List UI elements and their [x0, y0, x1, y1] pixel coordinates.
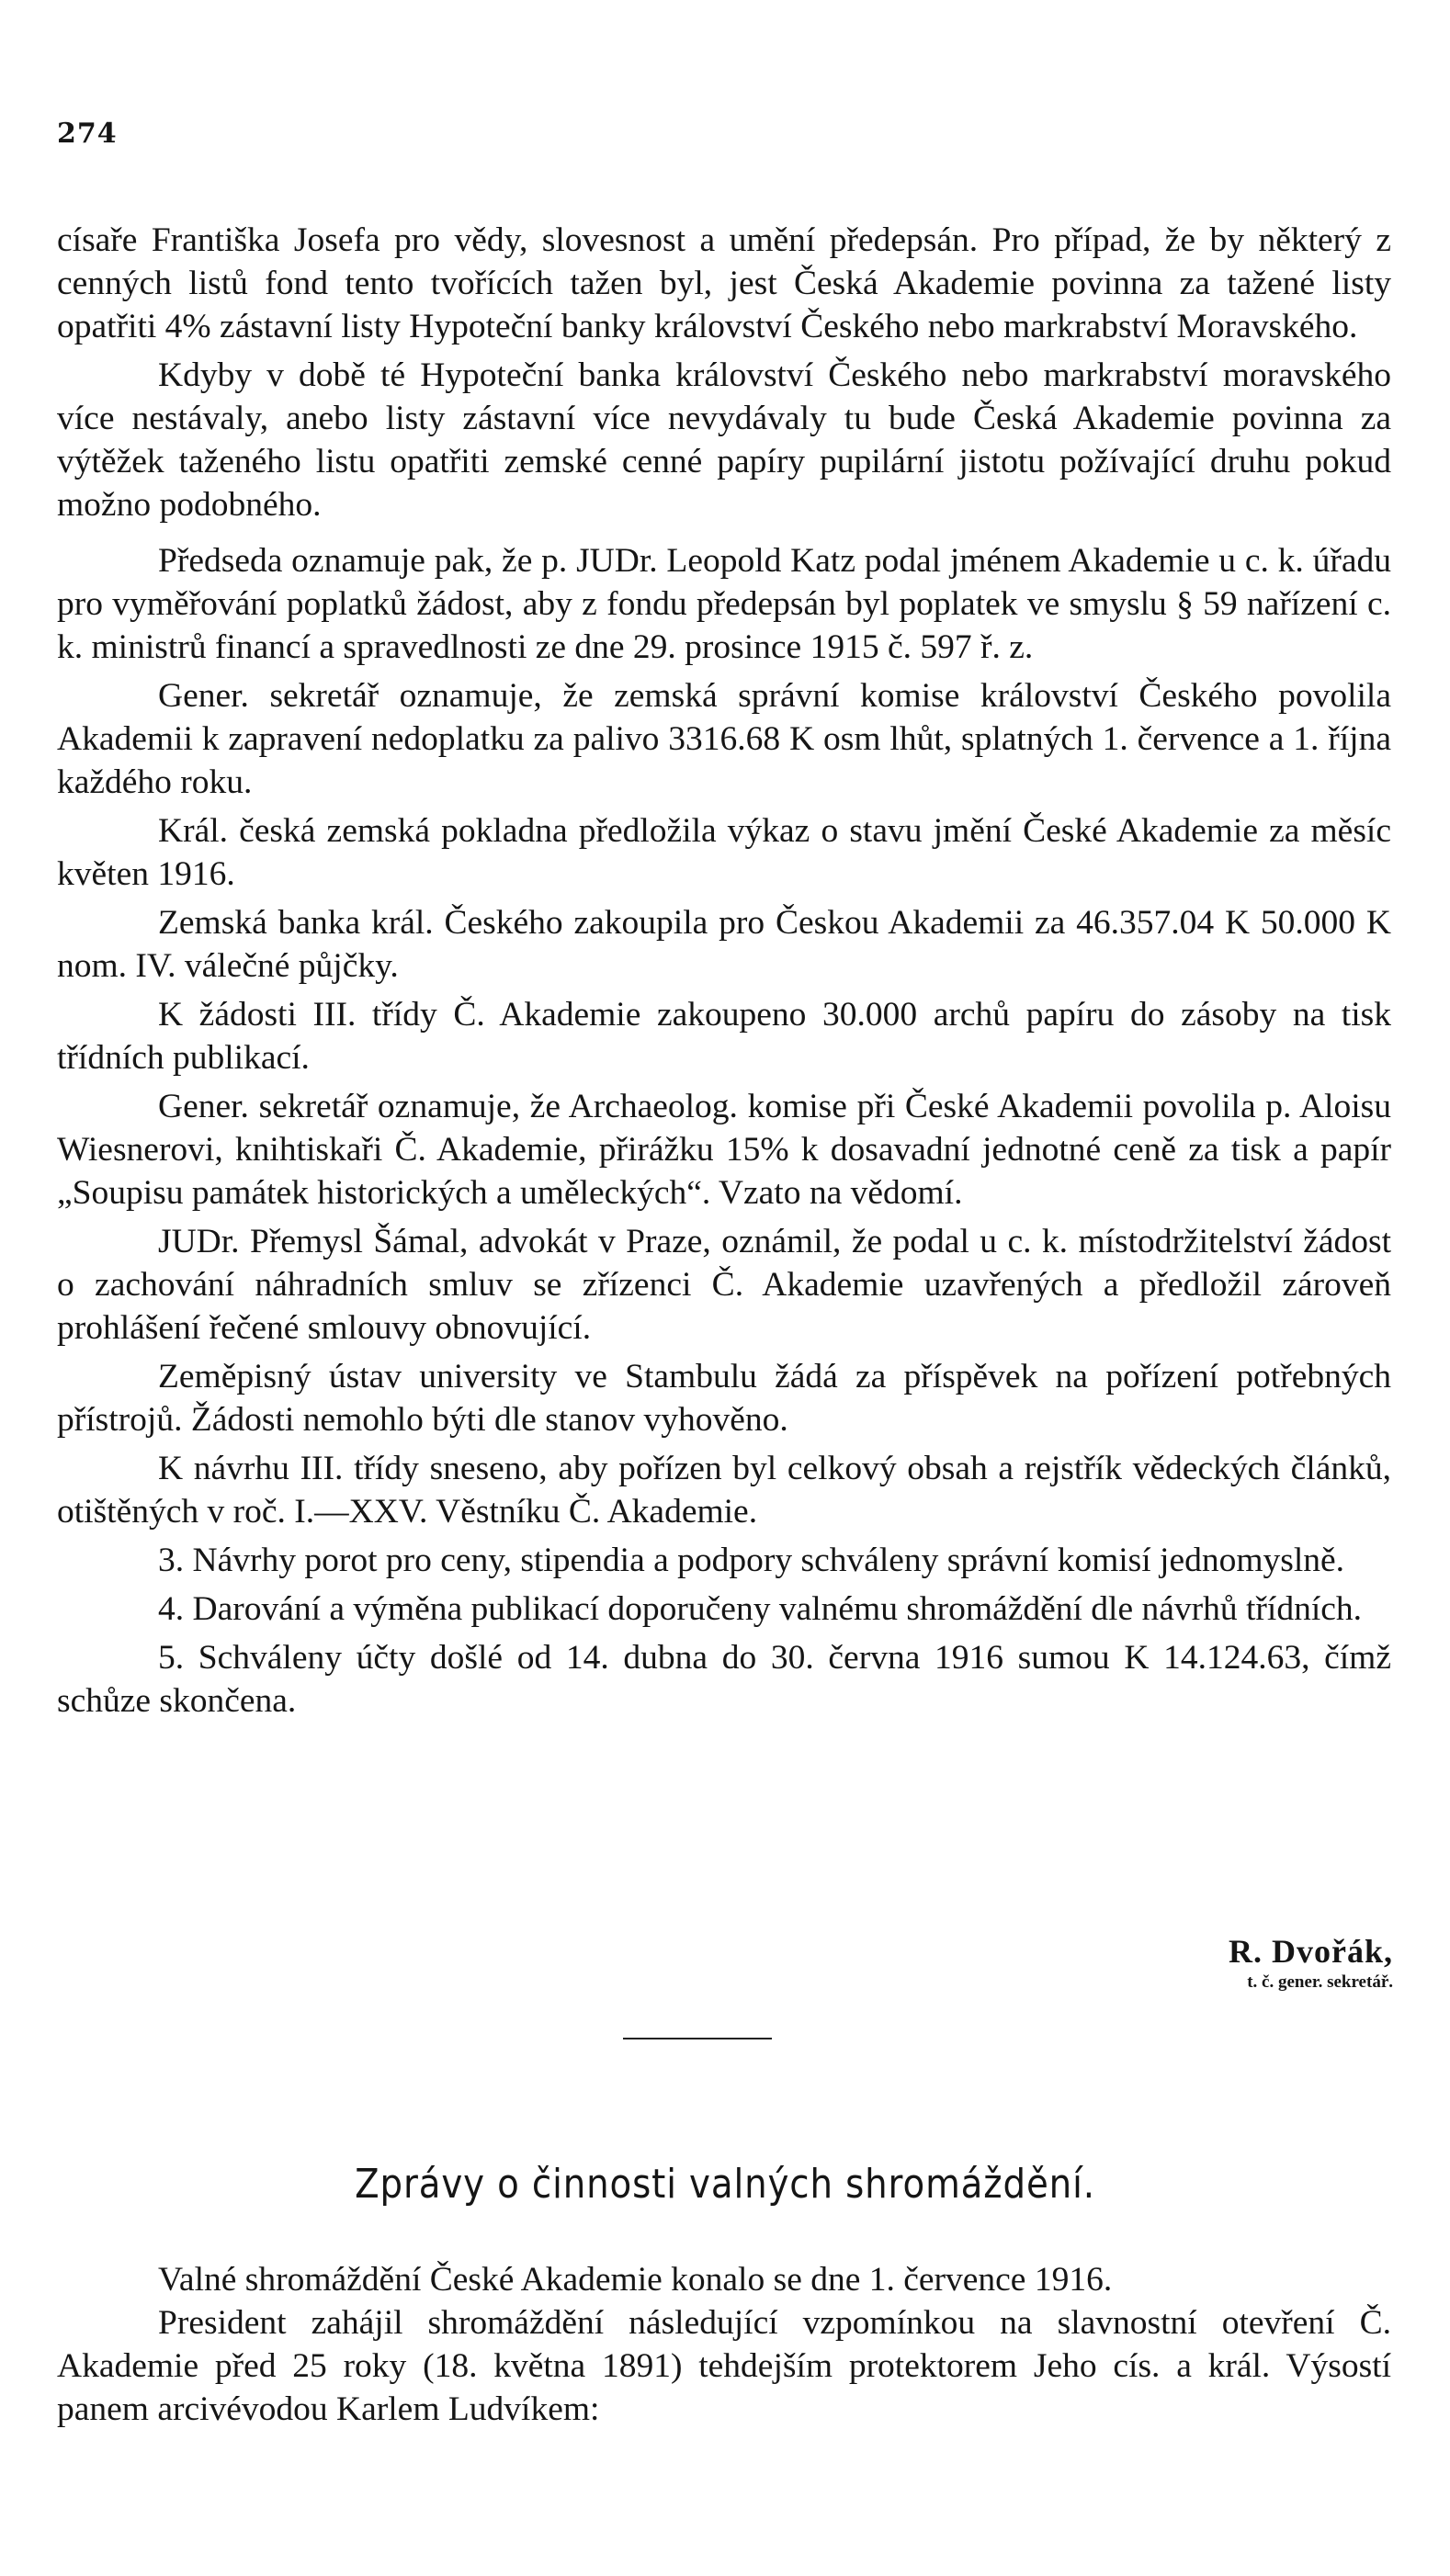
paragraph-mortgage-bank: Kdyby v době té Hypoteční banka království Českého nebo markrabství moravského více nestávaly, anebo listy zástavní více nevydávaly tu bude Česká Akademie povinna za výtěžek taženého listu opatřiti zemské cenné papíry pupilární jistotu požívající druhu pokud možno podobného. [57, 356, 1391, 524]
paragraph-stambul-institute: Zeměpisný ústav university ve Stambulu žádá za příspěvek na pořízení potřebných přístrojů. Žádosti nemohlo býti dle stanov vyhověno. [57, 1358, 1391, 1439]
paragraph-item-3: 3. Návrhy porot pro ceny, stipendia a podpory schváleny správní komisí jednomyslně. [158, 1542, 1345, 1579]
paragraph-fuel-arrears: Gener. sekretář oznamuje, že zemská správní komise království Českého povolila Akademii k zapravení nedoplatku za palivo 3316.68 K osm lhůt, splatných 1. července a 1. října každého roku. [57, 677, 1391, 801]
paragraph-item-5: 5. Schváleny účty došlé od 14. dubna do 30. června 1916 sumou K 14.124.63, čímž schůze skončena. [57, 1639, 1391, 1720]
signature-role: t. č. gener. sekretář. [1247, 1972, 1393, 1992]
paragraph-assembly-date: Valné shromáždění České Akademie konalo se dne 1. července 1916. [158, 2261, 1113, 2299]
signature-block [1229, 1931, 1393, 1994]
paragraph-treasury-statement: Král. česká zemská pokladna předložila výkaz o stavu jmění České Akademie za měsíc květen 1916. [57, 812, 1391, 893]
paragraph-samal-contracts: JUDr. Přemysl Šámal, advokát v Praze, oznámil, že podal u c. k. místodržitelství žádost o zachování náhradních smluv se zřízenci Č. Akademie uzavřených a předložil zároveň prohlášení řečené smlouvy obnovující. [57, 1223, 1391, 1347]
signature-name: R. Dvořák, [1229, 1933, 1393, 1970]
paragraph-paper-purchase: K žádosti III. třídy Č. Akademie zakoupeno 30.000 archů papíru do zásoby na tisk třídních publikací. [57, 996, 1391, 1077]
section-heading: Zprávy o činnosti valných shromáždění. [355, 2161, 1095, 2208]
paragraph-item-4: 4. Darování a výměna publikací doporučeny valnému shromáždění dle návrhů třídních. [158, 1590, 1363, 1628]
section-divider [623, 2038, 772, 2039]
paragraph-katz-fee: Předseda oznamuje pak, že p. JUDr. Leopold Katz podal jménem Akademie u c. k. úřadu pro vyměřování poplatků žádost, aby z fondu předepsán byl poplatek ve smyslu § 59 nařízení c. k. ministrů financí a spravedlnosti ze dne 29. prosince 1915 č. 597 ř. z. [57, 542, 1391, 666]
paragraph-fund-bonds: císaře Františka Josefa pro vědy, slovesnost a umění předepsán. Pro případ, že by některý z cenných listů fond tento tvořících tažen byl, jest Česká Akademie povinna za tažené listy opatřiti 4% zástavní listy Hypoteční banky království Českého nebo markrabství Moravského. [57, 221, 1391, 345]
page-number: 274 [57, 118, 118, 150]
paragraph-index-proposal: K návrhu III. třídy sneseno, aby pořízen byl celkový obsah a rejstřík vědeckých článků, otištěných v roč. I.—XXV. Věstníku Č. Akademie. [57, 1450, 1391, 1531]
paragraph-printing-surcharge: Gener. sekretář oznamuje, že Archaeolog. komise při České Akademii povolila p. Aloisu Wiesnerovi, knihtiskaři Č. Akademie, přirážku 15% k dosavadní jednotné ceně za tisk a papír „Soupisu památek historických a uměleckých“. Vzato na vědomí. [57, 1088, 1391, 1212]
minutes-body [57, 219, 1391, 1723]
general-assembly-body [57, 2258, 1391, 2431]
paragraph-war-loan: Zemská banka král. Českého zakoupila pro Českou Akademii za 46.357.04 K 50.000 K nom. IV. válečné půjčky. [57, 904, 1391, 985]
paragraph-president-remembrance: President zahájil shromáždění následující vzpomínkou na slavnostní otevření Č. Akademie před 25 roky (18. května 1891) tehdejším protektorem Jeho cís. a král. Výsostí panem arcivévodou Karlem Ludvíkem: [57, 2304, 1391, 2428]
